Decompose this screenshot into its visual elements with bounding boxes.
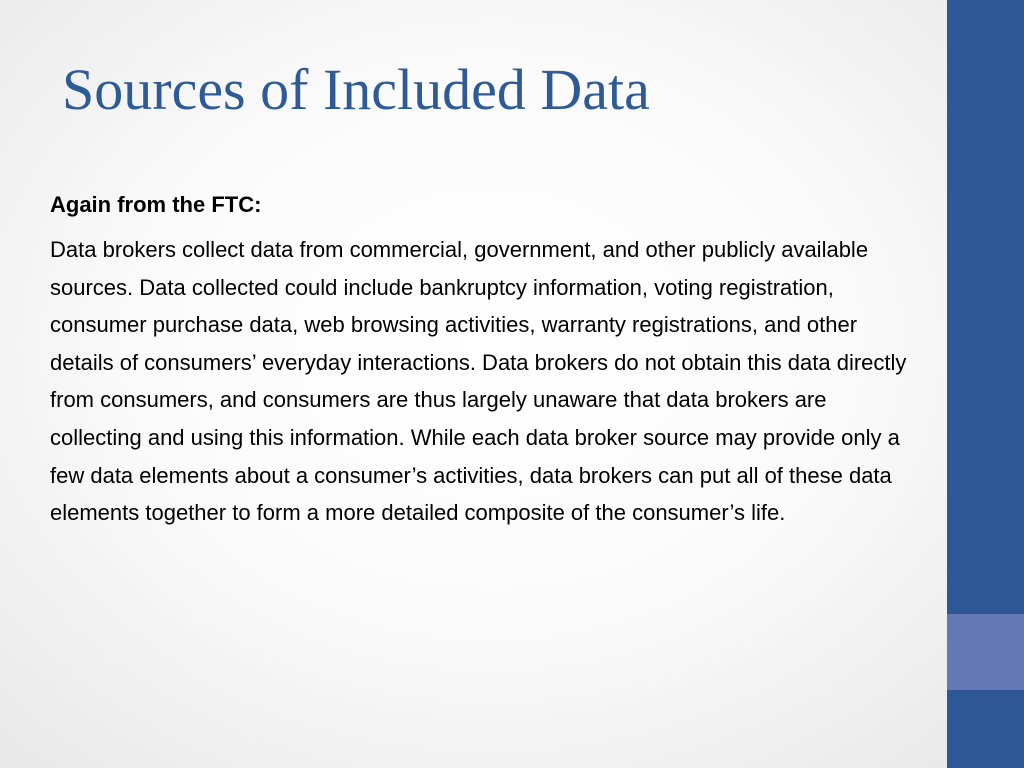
source-heading: Again from the FTC: xyxy=(50,192,262,217)
body-paragraph: Data brokers collect data from commercial, government, and other publicly available sources. Data collected could include bankruptcy information, voting registration, consumer purchase data, web browsing activities, warranty registrations, and other details of consumers’ everyday interactions. Data brokers do not obtain this data directly from consumers, and consumers are thus largely unaware that data brokers are collecting and using this information. While each data broker source may provide only a few data elements about a consumer’s activities, data brokers can put all of these data elements together to form a more detailed composite of the consumer’s life. xyxy=(50,237,907,526)
decorative-side-bar-accent xyxy=(947,614,1024,690)
slide-title: Sources of Included Data xyxy=(62,57,650,122)
